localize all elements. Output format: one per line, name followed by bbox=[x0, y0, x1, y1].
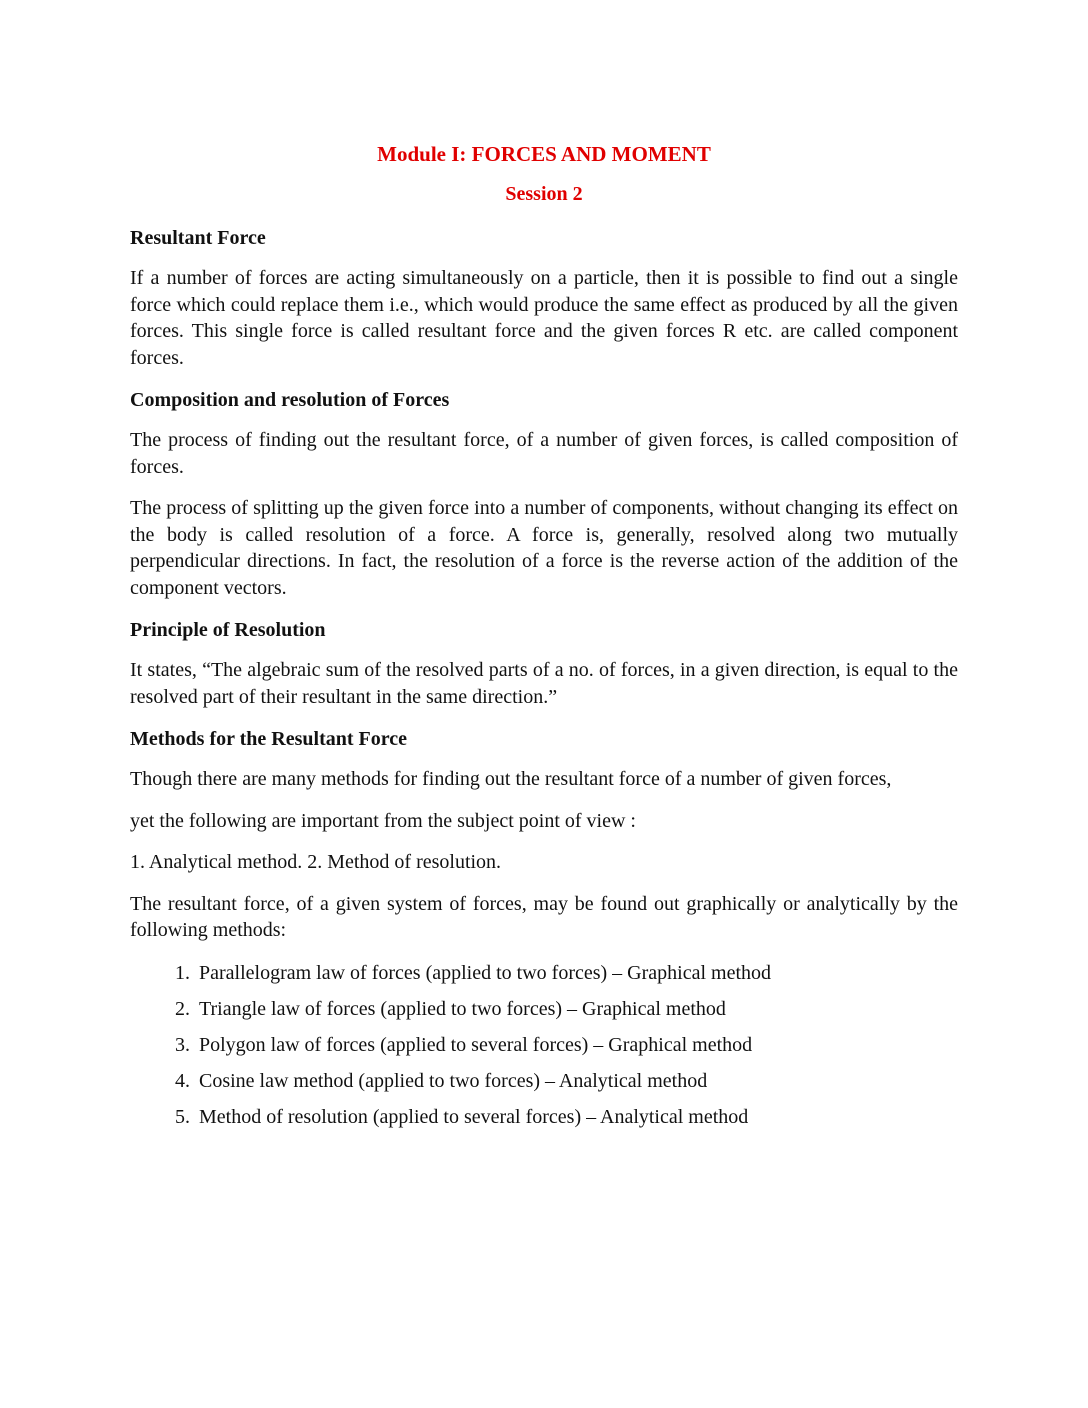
paragraph-resolution: The process of splitting up the given force into a number of components, without changing its effect on the body is called resolution of a force. A force is, generally, resolved along two mutually perpendicular directions. In fact, the resolution of a force is the reverse action of the addition of the component vectors. bbox=[130, 497, 958, 599]
paragraph-methods-important: yet the following are important from the subject point of view : bbox=[130, 809, 636, 832]
paragraph-methods-graphical-analytical: The resultant force, of a given system of forces, may be found out graphically or analytically by the following methods: bbox=[130, 892, 958, 941]
paragraph-principle-statement: It states, “The algebraic sum of the resolved parts of a no. of forces, in a given direction, is equal to the resolved part of their resultant in the same direction.” bbox=[130, 659, 958, 708]
page-title: Module I: FORCES AND MOMENT bbox=[377, 142, 711, 166]
paragraph-composition: The process of finding out the resultant force, of a number of given forces, is called composition of forces. bbox=[130, 429, 958, 478]
list-item-parallelogram-law: 1. Parallelogram law of forces (applied to two forces) – Graphical method bbox=[195, 960, 958, 986]
paragraph-resultant-force: If a number of forces are acting simultaneously on a particle, then it is possible to find out a single force which could replace them i.e., which would produce the same effect as produced by all the given forces. This single force is called resultant force and the given forces R etc. are called component forces. bbox=[130, 267, 958, 369]
list-item-method-of-resolution: 5. Method of resolution (applied to several forces) – Analytical method bbox=[195, 1104, 958, 1130]
section-heading-methods-resultant-force: Methods for the Resultant Force bbox=[130, 728, 407, 750]
list-item-cosine-law: 4. Cosine law method (applied to two forces) – Analytical method bbox=[195, 1068, 958, 1094]
list-item-polygon-law: 3. Polygon law of forces (applied to several forces) – Graphical method bbox=[195, 1032, 958, 1058]
section-heading-resultant-force: Resultant Force bbox=[130, 227, 266, 249]
section-heading-composition-resolution: Composition and resolution of Forces bbox=[130, 389, 450, 411]
section-heading-principle-of-resolution: Principle of Resolution bbox=[130, 619, 326, 641]
methods-list bbox=[130, 960, 958, 1130]
page-subtitle: Session 2 bbox=[505, 183, 583, 205]
list-item-triangle-law: 2. Triangle law of forces (applied to two forces) – Graphical method bbox=[195, 996, 958, 1022]
paragraph-methods-intro: Though there are many methods for finding out the resultant force of a number of given forces, bbox=[130, 768, 892, 790]
paragraph-methods-types: 1. Analytical method. 2. Method of resolution. bbox=[130, 851, 502, 873]
